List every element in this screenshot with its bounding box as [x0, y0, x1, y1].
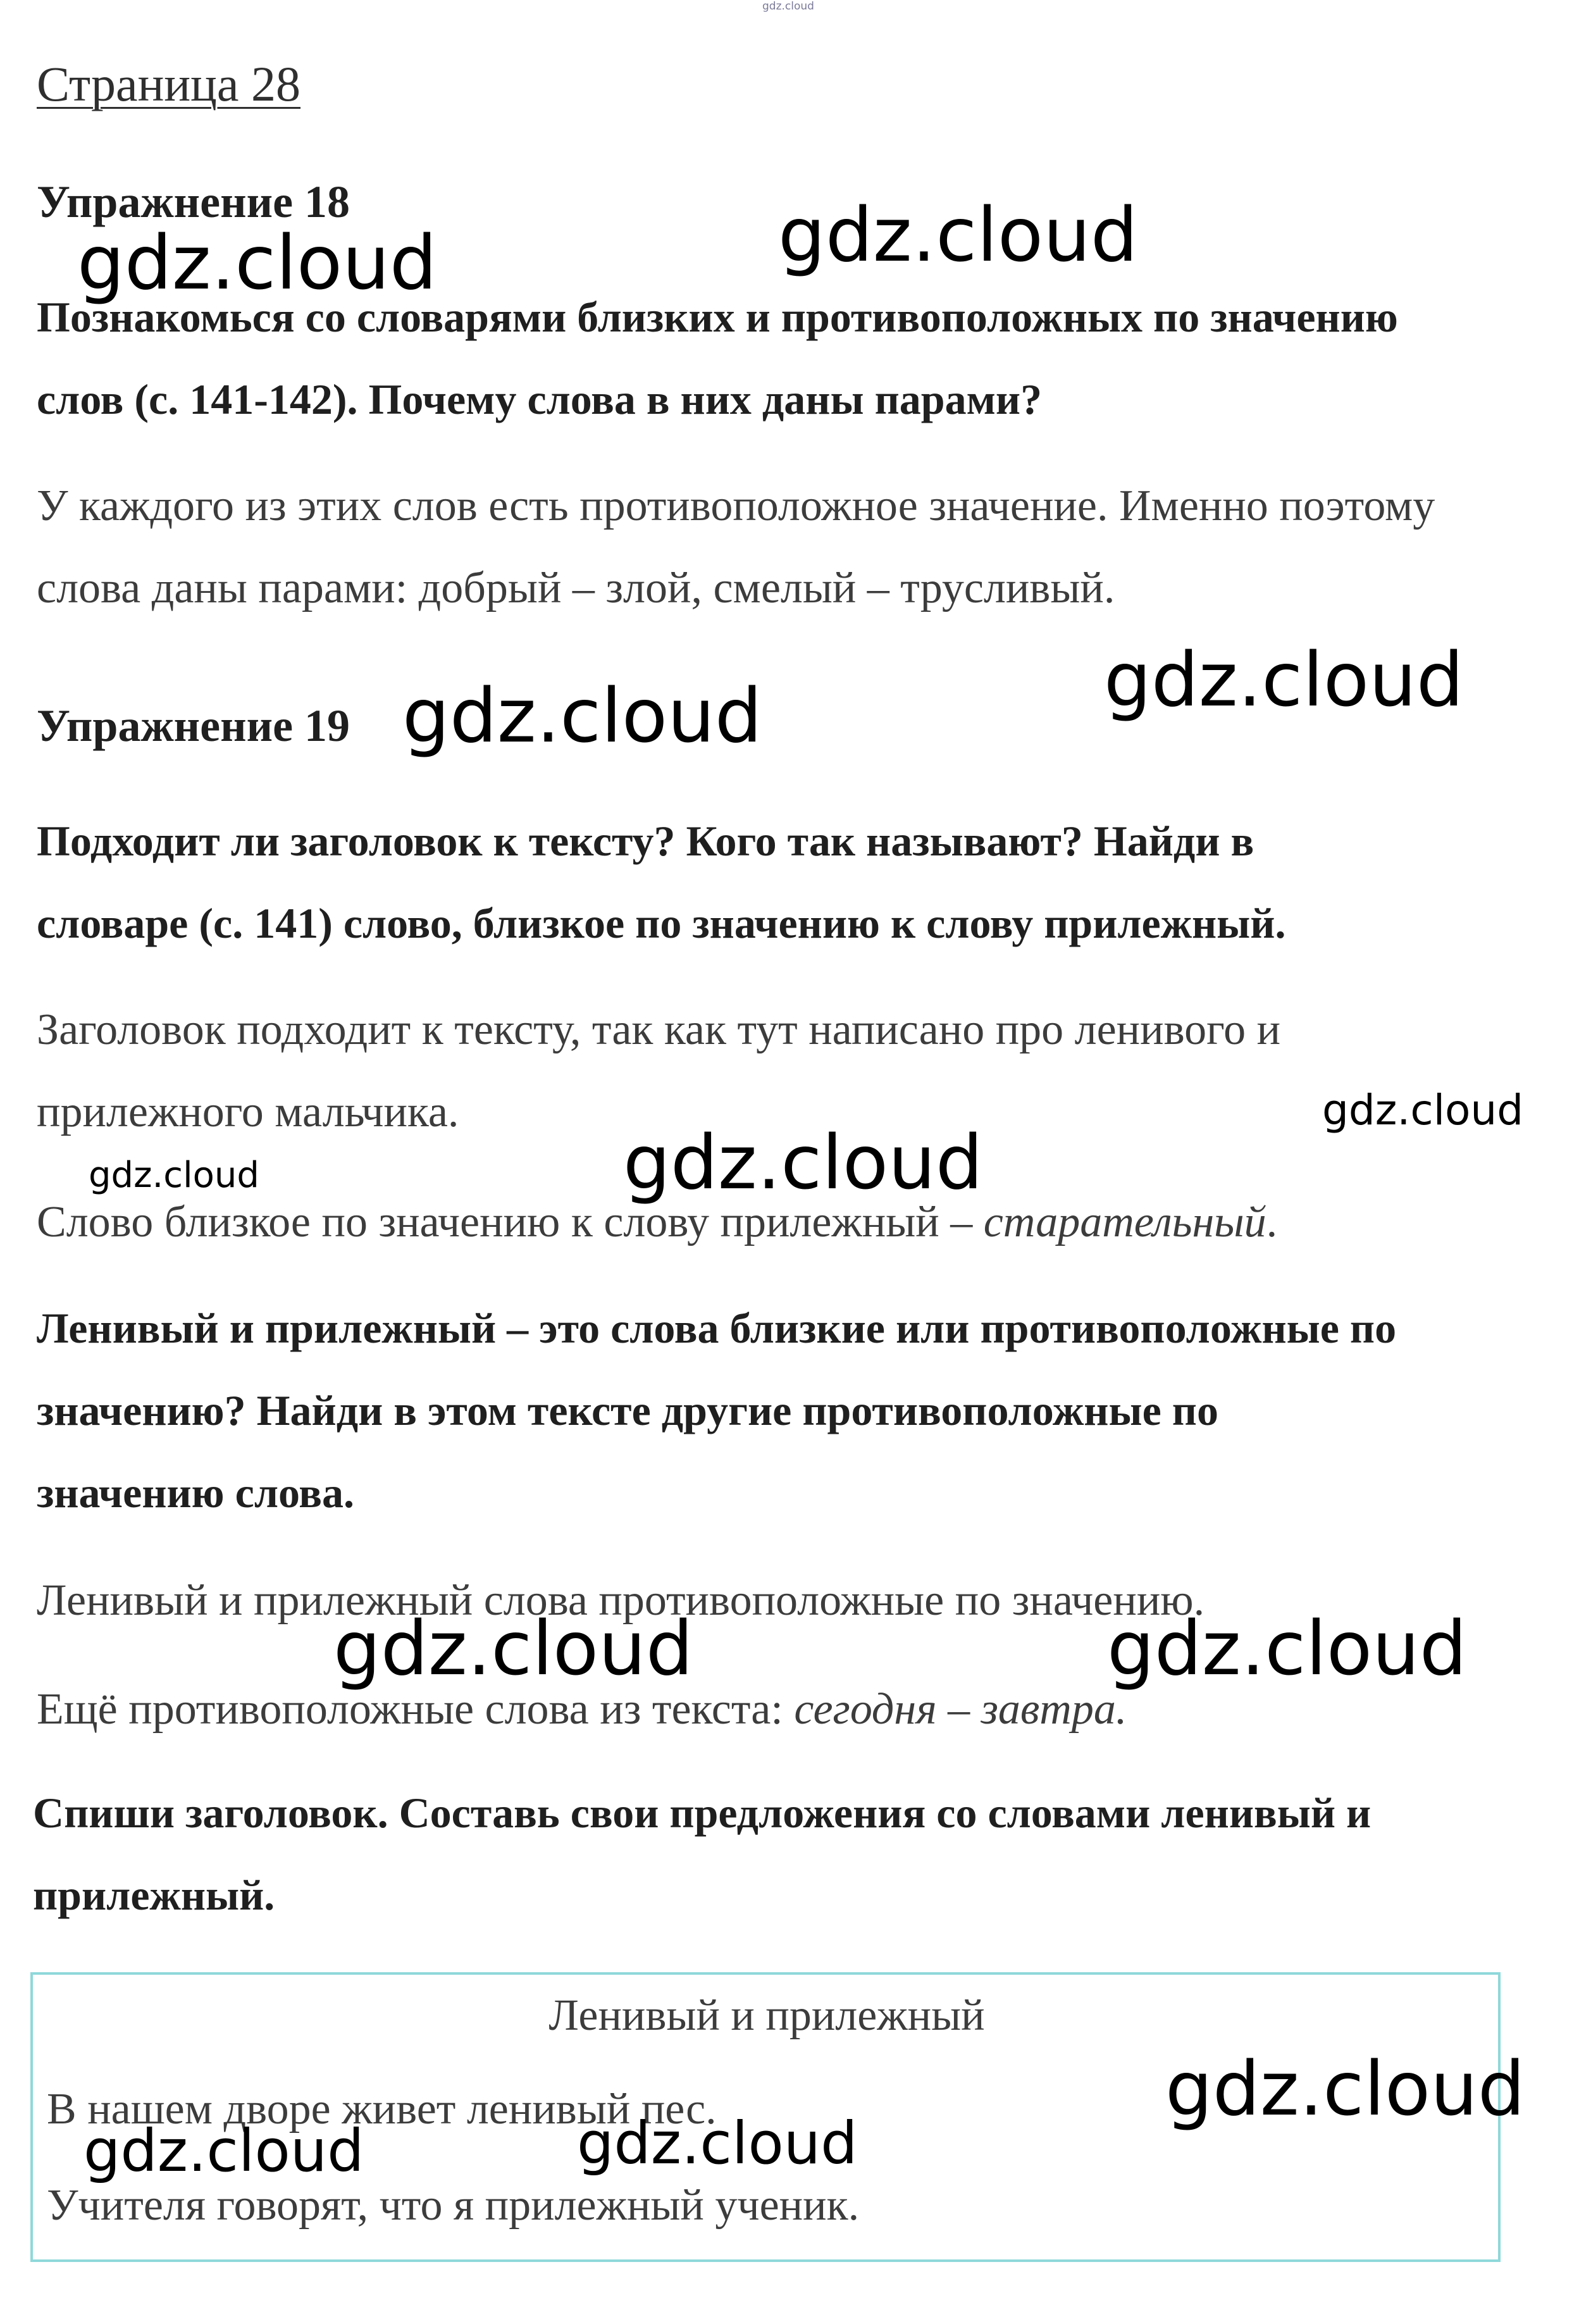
- exercise-19-question1-line1: Подходит ли заголовок к тексту? Кого так называют? Найди в: [37, 817, 1254, 865]
- watermark: gdz.cloud: [89, 1155, 259, 1196]
- exercise-19-question2-line1: Ленивый и прилежный – это слова близкие или противоположные по: [37, 1304, 1397, 1352]
- watermark: gdz.cloud: [333, 1605, 693, 1692]
- watermark: gdz.cloud: [402, 672, 762, 759]
- exercise-19-question1-line2: словаре (с. 141) слово, близкое по значению к слову прилежный.: [37, 899, 1286, 947]
- exercise-18-heading: Упражнение 18: [37, 177, 350, 227]
- exercise-19-answer4: [37, 1684, 1127, 1735]
- answer-box-title: Ленивый и прилежный: [548, 1991, 985, 2040]
- exercise-18-question-line1: Познакомься со словарями близких и противоположных по значению: [37, 293, 1398, 341]
- watermark: gdz.cloud: [1165, 2045, 1525, 2132]
- exercise-19-answer3: Ленивый и прилежный слова противоположные по значению.: [37, 1576, 1205, 1625]
- watermark: gdz.cloud: [1107, 1605, 1467, 1692]
- exercise-18-question-line2: слов (с. 141-142). Почему слова в них даны парами?: [37, 375, 1043, 423]
- answer4-prefix: Ещё противоположные слова из текста:: [37, 1685, 795, 1734]
- watermark: gdz.cloud: [623, 1119, 983, 1206]
- watermark: gdz.cloud: [1104, 636, 1464, 723]
- exercise-19-question3-line1: Спиши заголовок. Составь свои предложения со словами ленивый и: [33, 1789, 1372, 1837]
- answer2-italic-word: старательный: [983, 1198, 1266, 1246]
- exercise-18-answer-line1: У каждого из этих слов есть противоположное значение. Именно поэтому: [37, 482, 1435, 530]
- answer2-prefix: Слово близкое по значению к слову прилежный –: [37, 1198, 984, 1246]
- watermark: gdz.cloud: [778, 191, 1138, 278]
- exercise-19-question2-line3: значению слова.: [37, 1469, 354, 1517]
- exercise-19-answer1-line2: прилежного мальчика.: [37, 1088, 459, 1136]
- exercise-19-question3-line2: прилежный.: [33, 1871, 275, 1919]
- exercise-19-answer1-line1: Заголовок подходит к тексту, так как тут написано про ленивого и: [37, 1005, 1281, 1054]
- page-label: Страница 28: [37, 56, 301, 111]
- exercise-18-answer-line2: слова даны парами: добрый – злой, смелый – трусливый.: [37, 564, 1115, 612]
- watermark: gdz.cloud: [77, 219, 437, 306]
- top-watermark: gdz.cloud: [762, 0, 814, 13]
- answer2-suffix: .: [1266, 1198, 1278, 1246]
- exercise-19-question2-line2: значению? Найди в этом тексте другие противоположные по: [37, 1386, 1218, 1434]
- answer4-italic-words: сегодня – завтра.: [794, 1685, 1127, 1734]
- watermark: gdz.cloud: [1322, 1086, 1524, 1134]
- answer-box-sentence1: В нашем дворе живет ленивый пес.: [47, 2085, 717, 2134]
- watermark: gdz.cloud: [577, 2110, 858, 2177]
- exercise-19-heading: Упражнение 19: [37, 700, 350, 751]
- watermark: gdz.cloud: [84, 2117, 364, 2185]
- answer-box-sentence2: Учителя говорят, что я прилежный ученик.: [47, 2181, 860, 2230]
